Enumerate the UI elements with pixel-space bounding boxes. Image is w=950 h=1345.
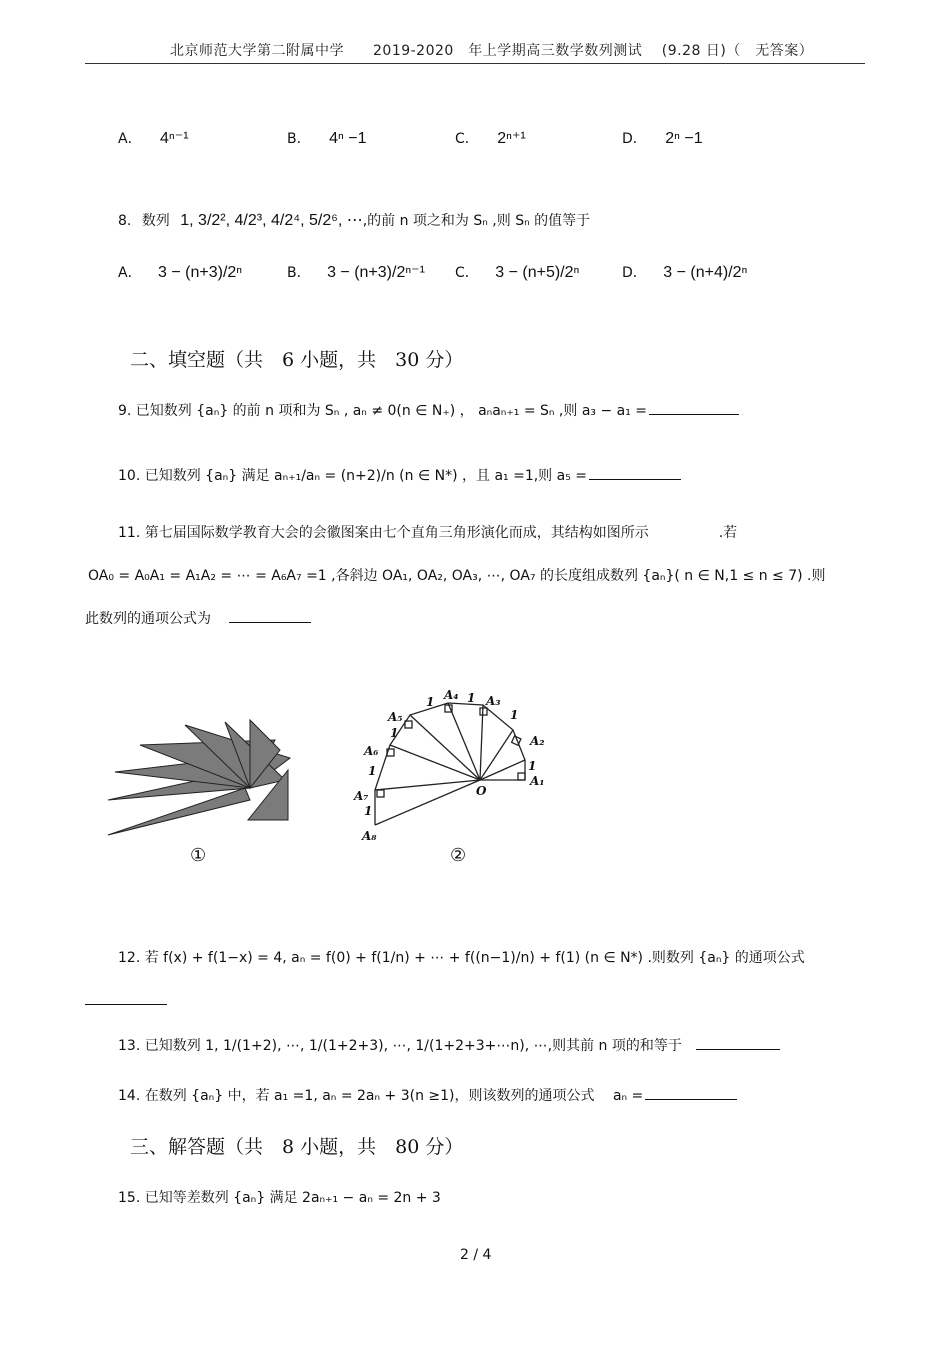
point-label-a3: A₃ (486, 694, 501, 708)
point-label-a2: A₂ (530, 734, 545, 748)
figure-2-label: ② (450, 845, 467, 866)
point-label-a1: A₁ (530, 774, 545, 788)
question-9: 9. 已知数列 {aₙ} 的前 n 项和为 Sₙ , aₙ ≠ 0(n ∈ N₊) ， aₙaₙ₊₁ = Sₙ ,则 a₃ − a₁ = (118, 400, 739, 420)
unit-length-label: 1 (368, 764, 377, 778)
unit-length-label: 1 (467, 691, 476, 705)
q8-option-a: A． 3 − (n+3)/2ⁿ (118, 264, 243, 281)
page-number: 2 / 4 (460, 1247, 492, 1263)
question-14: 14. 在数列 {aₙ} 中，若 a₁ =1, aₙ = 2aₙ + 3(n ≥1)，则该数列的通项公式 aₙ = (118, 1085, 737, 1105)
answer-blank (589, 467, 681, 480)
question-13: 13. 已知数列 1, 1/(1+2), ⋯, 1/(1+2+3), ⋯, 1/(1+2+3+⋯n), ⋯,则其前 n 项的和等于 (118, 1035, 780, 1055)
q7-option-b: B． 4ⁿ −1 (287, 130, 367, 147)
unit-length-label: 1 (390, 726, 399, 740)
q12-answer-blank (85, 992, 167, 1009)
unit-length-label: 1 (364, 804, 373, 818)
section-2-heading: 二、填空题（共 6 小题，共 30 分） (130, 349, 464, 371)
point-label-a5: A₅ (388, 710, 403, 724)
answer-blank (85, 992, 167, 1005)
q7-option-c: C． 2ⁿ⁺¹ (455, 130, 526, 147)
point-label-o: O (476, 784, 487, 798)
question-12: 12. 若 f(x) + f(1−x) = 4, aₙ = f(0) + f(1/n) + ⋯ + f((n−1)/n) + f(1) (n ∈ N*) .则数列 {aₙ} 的通项公式 (118, 950, 805, 966)
answer-blank (649, 402, 739, 415)
point-label-a4: A₄ (444, 688, 459, 702)
q8-option-c: C． 3 − (n+5)/2ⁿ (455, 264, 580, 281)
q8-option-d: D． 3 − (n+4)/2ⁿ (622, 264, 748, 281)
q8-option-b: B． 3 − (n+3)/2ⁿ⁻¹ (287, 264, 425, 281)
answer-blank (696, 1037, 780, 1050)
q7-option-d: D． 2ⁿ −1 (622, 130, 703, 147)
section-3-heading: 三、解答题（共 8 小题，共 80 分） (130, 1136, 464, 1158)
point-label-a6: A₆ (364, 744, 379, 758)
question-10: 10. 已知数列 {aₙ} 满足 aₙ₊₁/aₙ = (n+2)/n (n ∈ N*) ，且 a₁ =1,则 a₅ = (118, 465, 681, 485)
page-header: 北京师范大学第二附属中学 2019-2020 年上学期高三数学数列测试 (9.28 日)（ 无答案） (170, 43, 814, 59)
figure-1-triangle-fan (100, 710, 300, 840)
question-11-line-3: 此数列的通项公式为 (85, 608, 311, 628)
question-8: 8. 数列 1, 3/2², 4/2³, 4/2⁴, 5/2⁶, ⋯,的前 n 项之和为 Sₙ ,则 Sₙ 的值等于 (118, 212, 591, 229)
q7-option-a: A． 4ⁿ⁻¹ (118, 130, 189, 147)
figure-2-spiral-diagram (350, 685, 560, 845)
unit-length-label: 1 (528, 759, 537, 773)
question-15: 15. 已知等差数列 {aₙ} 满足 2aₙ₊₁ − aₙ = 2n + 3 (118, 1190, 441, 1206)
question-11-line-2: OA₀ = A₀A₁ = A₁A₂ = ⋯ = A₆A₇ =1 ,各斜边 OA₁, OA₂, OA₃, ⋯, OA₇ 的长度组成数列 {aₙ}( n ∈ N,1 ≤ n ≤ 7) .则 (88, 568, 826, 584)
point-label-a7: A₇ (354, 789, 369, 803)
header-rule (85, 63, 865, 64)
unit-length-label: 1 (510, 708, 519, 722)
answer-blank (229, 610, 311, 623)
answer-blank (645, 1087, 737, 1100)
question-11-line-1: 11. 第七届国际数学教育大会的会徽图案由七个直角三角形演化而成，其结构如图所示 .若 (118, 525, 738, 541)
unit-length-label: 1 (426, 695, 435, 709)
figure-1-label: ① (190, 845, 207, 866)
point-label-a8: A₈ (362, 829, 377, 843)
